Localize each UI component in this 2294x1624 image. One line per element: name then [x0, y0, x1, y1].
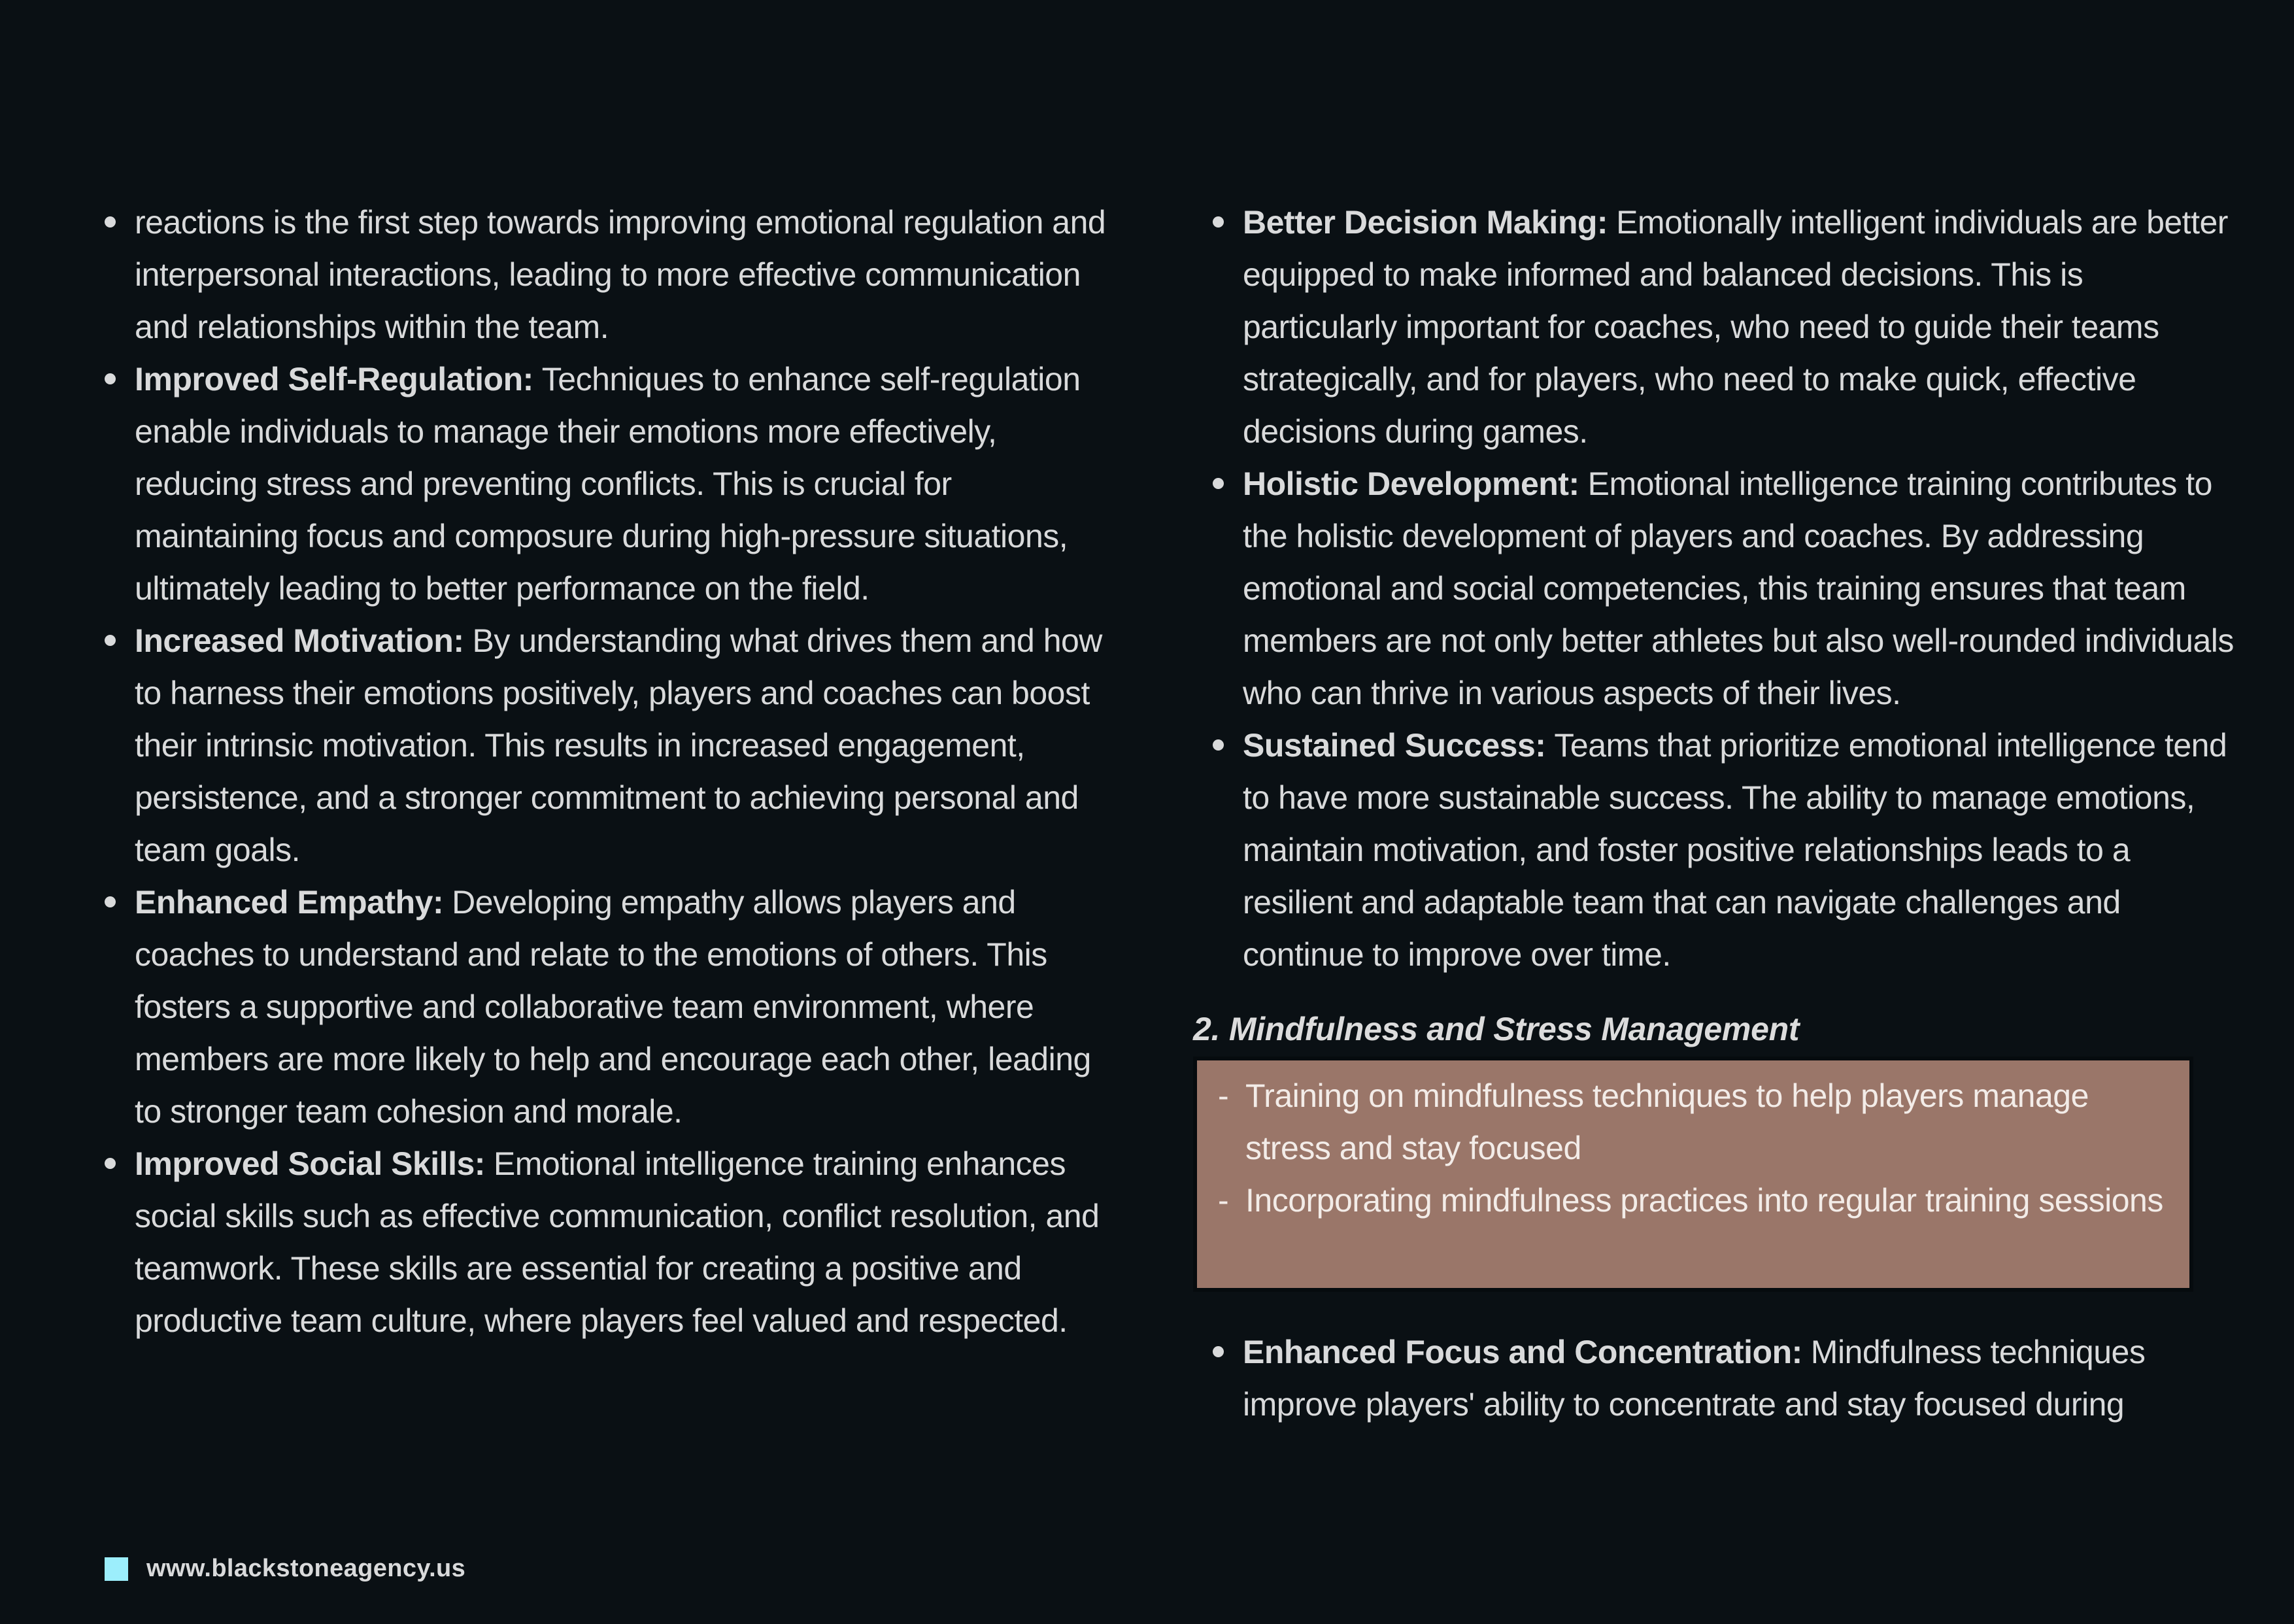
bullet-dot-icon — [1213, 1326, 1243, 1357]
bullet-item — [105, 196, 1118, 353]
bullet-item — [105, 876, 1118, 1138]
highlight-item — [1218, 1174, 2176, 1226]
bullet-text — [135, 196, 1118, 353]
bullet-text — [135, 1138, 1118, 1347]
highlight-item — [1218, 1070, 2176, 1174]
dash-marker: - — [1218, 1077, 1229, 1114]
bullet-body: By understanding what drives them and how to harness their emotions positively, players and coaches can boost their intrinsic motivation. This results in increased engagement, persistence, and a stronger commitment to achieving personal and team goals. — [135, 622, 1102, 868]
bullet-body: Emotionally intelligent individuals are better equipped to make informed and balanced decisions. This is particularly important for coaches, who need to guide their teams strategically, and for players, who need to make quick, effective decisions during games. — [1243, 204, 2228, 450]
highlight-text: Incorporating mindfulness practices into regular training sessions — [1245, 1182, 2163, 1219]
bullet-item — [105, 615, 1118, 876]
bullet-dot-icon — [1213, 719, 1243, 751]
bullet-text — [135, 615, 1118, 876]
bullet-label: Increased Motivation: — [135, 622, 464, 659]
bullet-item — [1213, 196, 2238, 458]
bullet-dot-icon — [105, 615, 135, 646]
bullet-body: Emotional intelligence training enhances social skills such as effective communication, conflict resolution, and teamwork. These skills are essential for creating a positive and productive team culture, where players feel valued and respected. — [135, 1145, 1100, 1339]
bullet-item — [1213, 458, 2238, 719]
bullet-text — [1243, 719, 2238, 981]
bullet-body: Developing empathy allows players and coaches to understand and relate to the emotions of others. This fosters a supportive and collaborative team environment, where members are more likely to help and encourage each other, leading to stronger team cohesion and morale. — [135, 884, 1091, 1130]
bullet-body: Mindfulness techniques improve players' ability to concentrate and stay focused during — [1243, 1334, 2146, 1423]
bullet-dot-icon — [105, 196, 135, 228]
brand-square-icon — [105, 1557, 128, 1581]
bullet-label: Improved Self-Regulation: — [135, 361, 533, 398]
bullet-item — [1213, 1326, 2238, 1430]
footer-url: www.blackstoneagency.us — [146, 1555, 466, 1582]
bullet-item — [1213, 719, 2238, 981]
highlight-box — [1193, 1057, 2193, 1292]
bullet-item — [105, 1138, 1118, 1347]
bullet-body: Emotional intelligence training contributes to the holistic development of players and coaches. By addressing emotional and social competencies, this training ensures that team members are not only better athletes but also well-rounded individuals who can thrive in various aspects of their lives. — [1243, 465, 2234, 711]
bullet-label: Sustained Success: — [1243, 727, 1546, 764]
bullet-label: Better Decision Making: — [1243, 204, 1608, 241]
bullet-item — [105, 353, 1118, 615]
bullet-text — [1243, 196, 2238, 458]
footer — [105, 1555, 465, 1583]
section-heading: 2. Mindfulness and Stress Management — [1193, 1011, 1800, 1047]
bullet-body: Techniques to enhance self-regulation enable individuals to manage their emotions more effectively, reducing stress and preventing conflicts. This is crucial for maintaining focus and composure during high-pressure situations, ultimately leading to better performance on the field. — [135, 361, 1081, 607]
bullet-text — [135, 876, 1118, 1138]
bullet-text — [1243, 1326, 2238, 1430]
bullet-body: Teams that prioritize emotional intelligence tend to have more sustainable success. The ability to manage emotions, maintain motivation, and foster positive relationships leads to a resilient and adaptable team that can navigate challenges and continue to improve over time. — [1243, 727, 2227, 973]
bullet-label: Improved Social Skills: — [135, 1145, 485, 1182]
bullet-dot-icon — [105, 876, 135, 907]
bullet-dot-icon — [1213, 458, 1243, 489]
bullet-dot-icon — [1213, 196, 1243, 228]
dash-marker: - — [1218, 1182, 1229, 1219]
bullet-dot-icon — [105, 1138, 135, 1169]
bullet-label: Holistic Development: — [1243, 465, 1579, 502]
bullet-dot-icon — [105, 353, 135, 384]
bullet-text — [135, 353, 1118, 615]
bullet-label: Enhanced Focus and Concentration: — [1243, 1334, 1802, 1370]
highlight-text: Training on mindfulness techniques to help players manage stress and stay focused — [1245, 1077, 2089, 1166]
left-column — [105, 196, 1118, 1347]
right-column — [1193, 196, 2238, 1430]
bullet-text — [1243, 458, 2238, 719]
bullet-label: Enhanced Empathy: — [135, 884, 444, 921]
bullet-body: reactions is the first step towards improving emotional regulation and interpersonal interactions, leading to more effective communication and relationships within the team. — [135, 204, 1106, 345]
